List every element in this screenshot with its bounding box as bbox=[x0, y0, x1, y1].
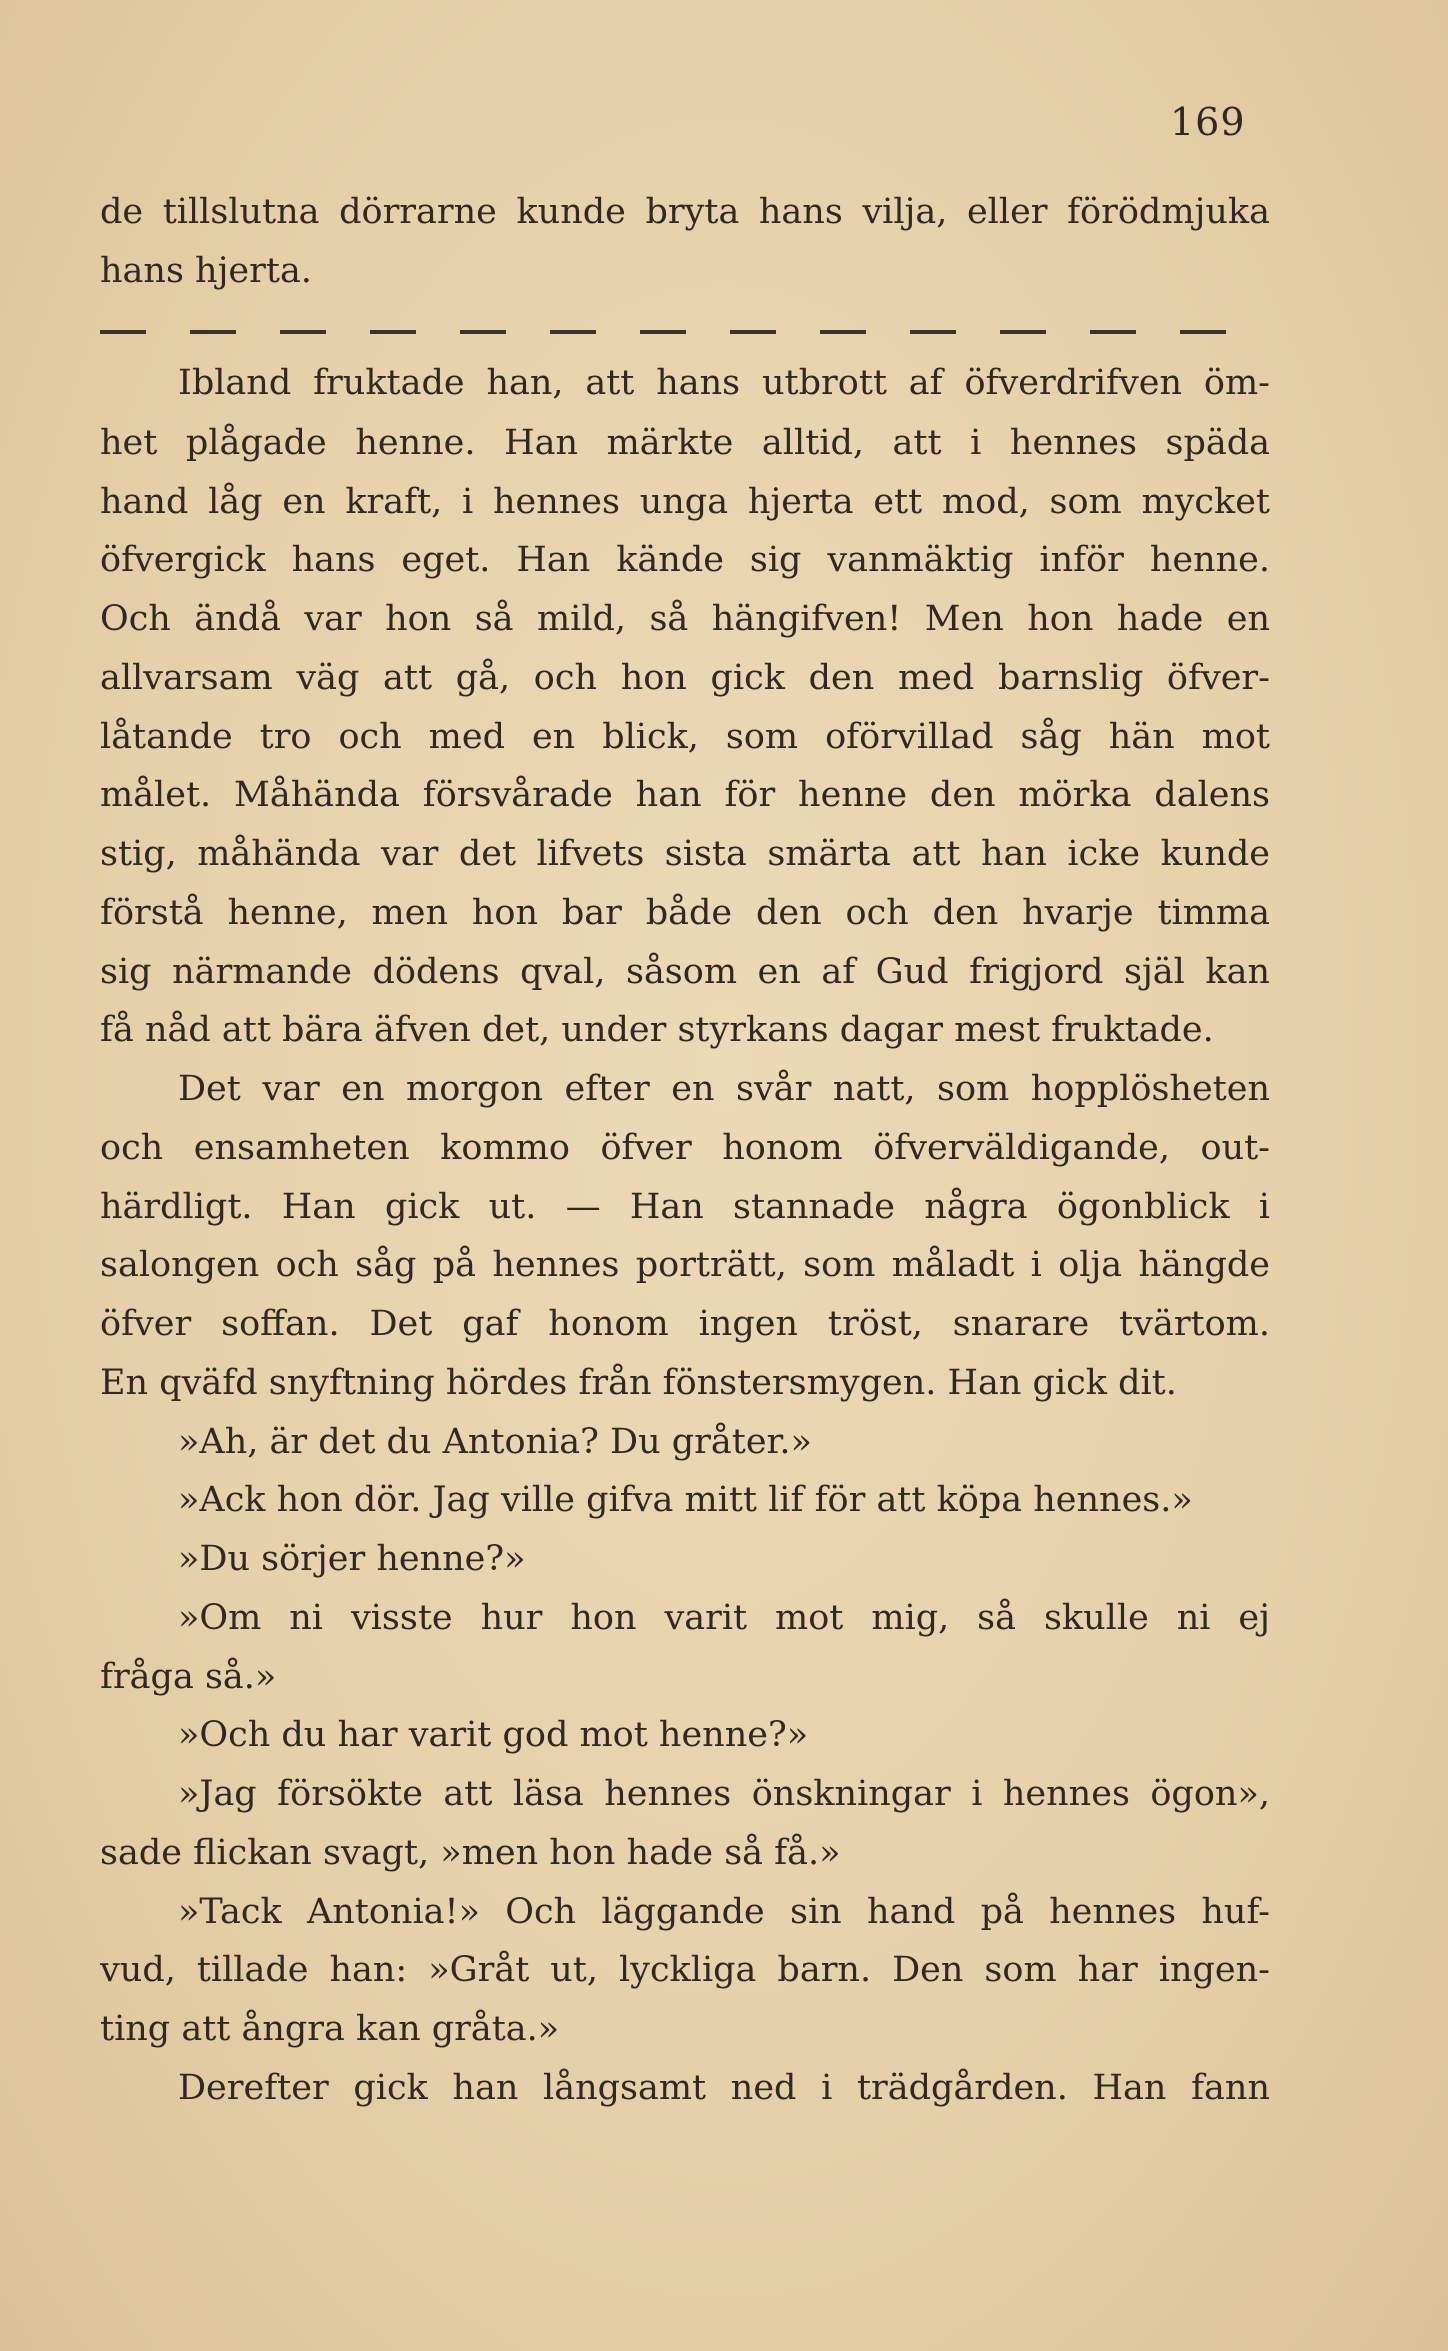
text-line: hans hjerta. bbox=[100, 251, 312, 291]
text-line: Det var en morgon efter en svår natt, som hopplösheten bbox=[178, 1069, 1270, 1109]
text-line: förstå henne, men hon bar både den och den hvarje timma bbox=[100, 893, 1270, 933]
text-line: härdligt. Han gick ut. — Han stannade några ögonblick i bbox=[100, 1187, 1270, 1227]
text-line: och ensamheten kommo öfver honom öfverväldigande, out- bbox=[100, 1128, 1270, 1168]
text-line: få nåd att bära äfven det, under styrkans dagar mest fruktade. bbox=[100, 1010, 1214, 1050]
dialogue-line: fråga så.» bbox=[100, 1657, 277, 1697]
dialogue-line: »Jag försökte att läsa hennes önskningar i hennes ögon», bbox=[178, 1774, 1270, 1814]
text-line: salongen och såg på hennes porträtt, som måladt i olja hängde bbox=[100, 1245, 1270, 1285]
dialogue-line: vud, tillade han: »Gråt ut, lyckliga barn. Den som har ingen- bbox=[100, 1950, 1270, 1990]
text-line: Ibland fruktade han, att hans utbrott af öfverdrifven öm- bbox=[178, 363, 1270, 403]
dialogue-line: »Tack Antonia!» Och läggande sin hand på hennes huf- bbox=[178, 1892, 1270, 1932]
text-line: målet. Måhända försvårade han för henne den mörka dalens bbox=[100, 775, 1270, 815]
text-line: sig närmande dödens qval, såsom en af Gud frigjord själ kan bbox=[100, 952, 1270, 992]
dialogue-line: »Och du har varit god mot henne?» bbox=[178, 1715, 809, 1755]
text-line: het plågade henne. Han märkte alltid, att i hennes späda bbox=[100, 423, 1270, 463]
dialogue-line: ting att ångra kan gråta.» bbox=[100, 2009, 560, 2049]
text-line: öfver soffan. Det gaf honom ingen tröst, snarare tvärtom. bbox=[100, 1304, 1270, 1344]
text-line: låtande tro och med en blick, som oförvillad såg hän mot bbox=[100, 717, 1270, 757]
text-line: de tillslutna dörrarne kunde bryta hans vilja, eller förödmjuka bbox=[100, 192, 1270, 232]
page-number: 169 bbox=[1170, 100, 1246, 144]
text-line: Och ändå var hon så mild, så hängifven! Men hon hade en bbox=[100, 599, 1270, 639]
dialogue-line: »Om ni visste hur hon varit mot mig, så skulle ni ej bbox=[178, 1598, 1270, 1638]
text-line: En qväfd snyftning hördes från fönstersmygen. Han gick dit. bbox=[100, 1363, 1177, 1403]
dialogue-line: »Ack hon dör. Jag ville gifva mitt lif för att köpa hennes.» bbox=[178, 1480, 1193, 1520]
text-line: stig, måhända var det lifvets sista smärta att han icke kunde bbox=[100, 834, 1270, 874]
dialogue-line: »Du sörjer henne?» bbox=[178, 1539, 526, 1579]
dialogue-line: sade flickan svagt, »men hon hade så få.» bbox=[100, 1833, 841, 1873]
text-line: öfvergick hans eget. Han kände sig vanmäktig inför henne. bbox=[100, 540, 1270, 580]
text-line: Derefter gick han långsamt ned i trädgården. Han fann bbox=[178, 2068, 1270, 2108]
section-separator bbox=[100, 330, 1270, 334]
text-line: allvarsam väg att gå, och hon gick den med barnslig öfver- bbox=[100, 658, 1270, 698]
dialogue-line: »Ah, är det du Antonia? Du gråter.» bbox=[178, 1422, 812, 1462]
text-line: hand låg en kraft, i hennes unga hjerta ett mod, som mycket bbox=[100, 482, 1270, 522]
